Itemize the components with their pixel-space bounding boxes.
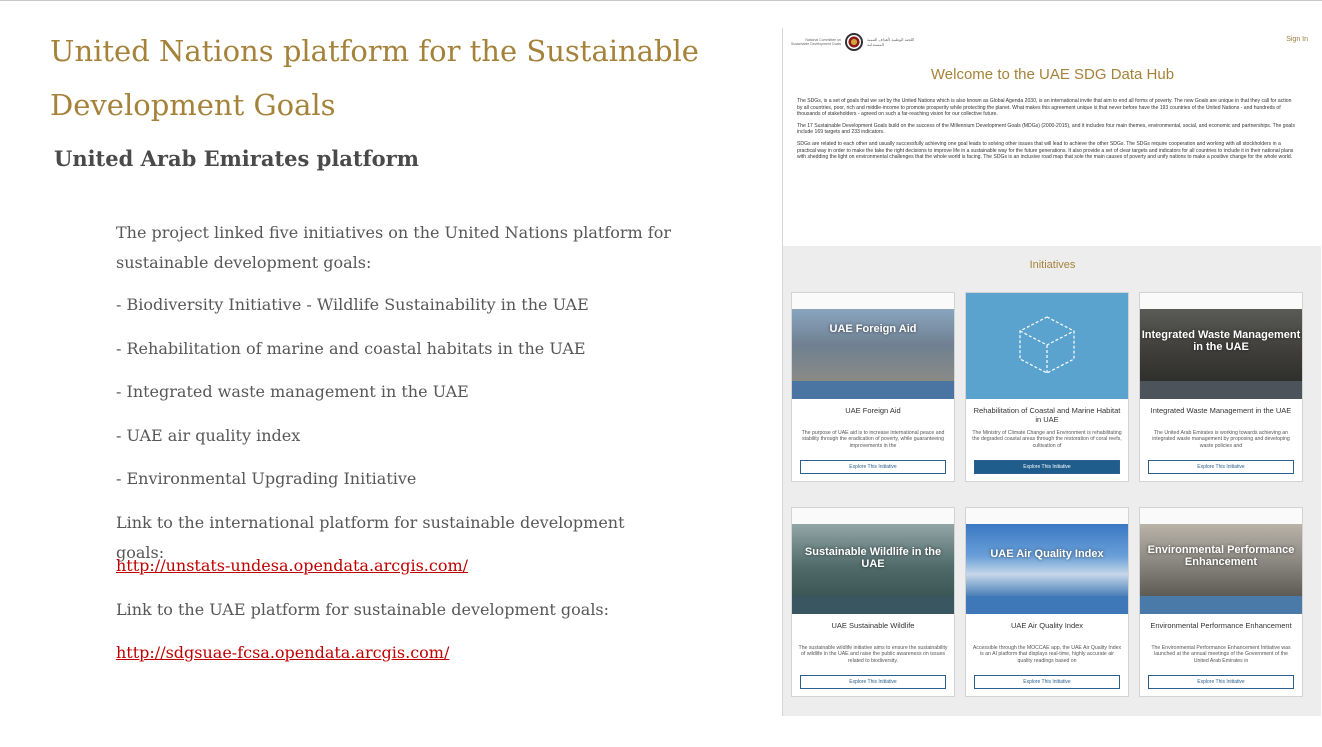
explore-initiative-button[interactable]: Explore This Initiative [974, 675, 1120, 689]
intl-link-label: Link to the international platform for sustainable development goals: [116, 512, 625, 562]
card-thumbnail[interactable] [1140, 508, 1302, 614]
card-thumbnail[interactable] [1140, 293, 1302, 399]
logo-text-arabic: اللجنة الوطنية لأهداف التنمية المستدامة [867, 37, 915, 47]
hub-paragraph: The 17 Sustainable Development Goals build on the success of the Millennium Development Goals (MDGs) (2000-2015), and it includes four main themes, environmental, social, and economic and partnerships. The goals include 169 targets and 233 indicators. [797, 122, 1295, 136]
explore-initiative-button[interactable]: Explore This Initiative [800, 460, 946, 474]
card-description: The sustainable wildlife initiative aims to ensure the sustainability of wildlife in the UAE and raise the public awareness on issues related to biodiversity. [798, 645, 948, 664]
card-thumbnail[interactable] [792, 293, 954, 399]
slide-body [116, 218, 676, 682]
hub-paragraph: The SDGs, is a set of goals that we set by the United Nations which is also known as Global Agenda 2030, is an international invite that aim to end all forms of poverty. The new Goals are unique in that they call for action by all countries, poor, rich and middle-income to promote prosperity while protecting the planet. What makes this agreement unique is that never before have the 193 countries of the United Nations - and hundreds of thousands of stakeholders - agreed on such a far-reaching vision for our collective future. [797, 98, 1292, 118]
initiative-item: - UAE air quality index [116, 425, 301, 445]
hub-logo[interactable] [789, 31, 915, 53]
sdg-hub-screenshot [782, 28, 1321, 716]
initiative-card [965, 507, 1129, 697]
initiative-item: - Biodiversity Initiative - Wildlife Sustainability in the UAE [116, 295, 589, 314]
initiative-item: - Integrated waste management in the UAE [116, 382, 469, 401]
hub-title: Welcome to the UAE SDG Data Hub [930, 66, 1175, 83]
card-thumbnail[interactable] [792, 508, 954, 614]
initiative-item: - Rehabilitation of marine and coastal habitats in the UAE [116, 338, 586, 358]
uae-platform-link[interactable]: http://sdgsuae-fcsa.opendata.arcgis.com/ [116, 643, 450, 662]
card-title: Environmental Performance Enhancement [1150, 621, 1292, 630]
initiative-item: - Environmental Upgrading Initiative [116, 469, 417, 488]
initiative-card [1139, 507, 1303, 697]
card-thumbnail-title: UAE Foreign Aid [829, 323, 917, 335]
card-title: UAE Foreign Aid [845, 406, 901, 415]
hub-header [783, 28, 1322, 246]
explore-initiative-button[interactable]: Explore This Initiative [800, 675, 946, 689]
intl-platform-link[interactable]: http://unstats-undesa.opendata.arcgis.com/ [116, 556, 469, 575]
card-title: UAE Sustainable Wildlife [831, 621, 915, 630]
card-description: The Ministry of Climate Change and Environment is rehabilitating the degraded coastal areas through the restoration of coral reefs, cultivation of [972, 430, 1122, 449]
slide-subtitle: United Arab Emirates platform [54, 146, 419, 171]
card-description: Accessible through the MOCCAE app, the UAE Air Quality Index is an AI platform that displays real-time, highly accurate air quality readings based on [972, 645, 1122, 664]
window-top-border [0, 0, 1322, 4]
card-title: UAE Air Quality Index [1010, 621, 1084, 630]
card-thumbnail-title: Environmental Performance Enhancement [1147, 544, 1295, 568]
explore-initiative-button[interactable]: Explore This Initiative [974, 460, 1120, 474]
card-description: The Environmental Performance Enhancement Initiative was launched at the annual meetings of the Government of the United Arab Emirates in [1151, 645, 1291, 664]
card-thumbnail[interactable] [966, 293, 1128, 399]
explore-initiative-button[interactable]: Explore This Initiative [1148, 460, 1294, 474]
card-thumbnail-title: UAE Air Quality Index [990, 548, 1104, 560]
card-thumbnail[interactable] [966, 508, 1128, 614]
intro-text: The project linked five initiatives on the United Nations platform for sustainable development goals: [116, 223, 671, 272]
uae-link-label: Link to the UAE platform for sustainable development goals: [116, 599, 610, 619]
card-description: The United Arab Emirates is working towards achieving an integrated waste management by proposing and developing waste policies and [1152, 430, 1290, 449]
hub-description [797, 98, 1295, 166]
initiatives-heading: Initiatives [1029, 259, 1076, 271]
explore-initiative-button[interactable]: Explore This Initiative [1148, 675, 1294, 689]
card-description: The purpose of UAE aid is to increase international peace and stability through the eradication of poverty, while guaranteeing improvements in the [801, 430, 945, 449]
card-thumbnail-title: Integrated Waste Management in the UAE [1141, 329, 1301, 353]
initiative-card [965, 292, 1129, 482]
initiative-card [791, 292, 955, 482]
emblem-icon [845, 33, 863, 51]
card-title: Rehabilitation of Coastal and Marine Habitat in UAE [973, 406, 1121, 424]
slide-title: United Nations platform for the Sustainable Development Goals [50, 34, 699, 122]
sign-in-link[interactable]: Sign In [1286, 36, 1308, 43]
logo-text: National Committee on Sustainable Development Goals [790, 38, 841, 46]
cube-icon [966, 293, 1128, 399]
card-thumbnail-title: Sustainable Wildlife in the UAE [804, 546, 942, 570]
initiative-card [791, 507, 955, 697]
initiative-card [1139, 292, 1303, 482]
hub-paragraph: SDGs are related to each other and usually successfully achieving one goal leads to solving other issues that will lead to achieve the other SDGs. The SDGs require cooperation and working with all stockholders in a practical way in order to make the take the right decisions to improve life in a sustainable way for the future generations. It also provide a set of clear targets and indicators for all countries to include it in their national plans with shedding the light on environmental challenges that the whole world is facing. The SDGs is an inclusive road map that sole the main causes of poverty and unify nations to make a positive change for the whole world. [797, 140, 1294, 161]
card-title: Integrated Waste Management in the UAE [1150, 406, 1292, 415]
